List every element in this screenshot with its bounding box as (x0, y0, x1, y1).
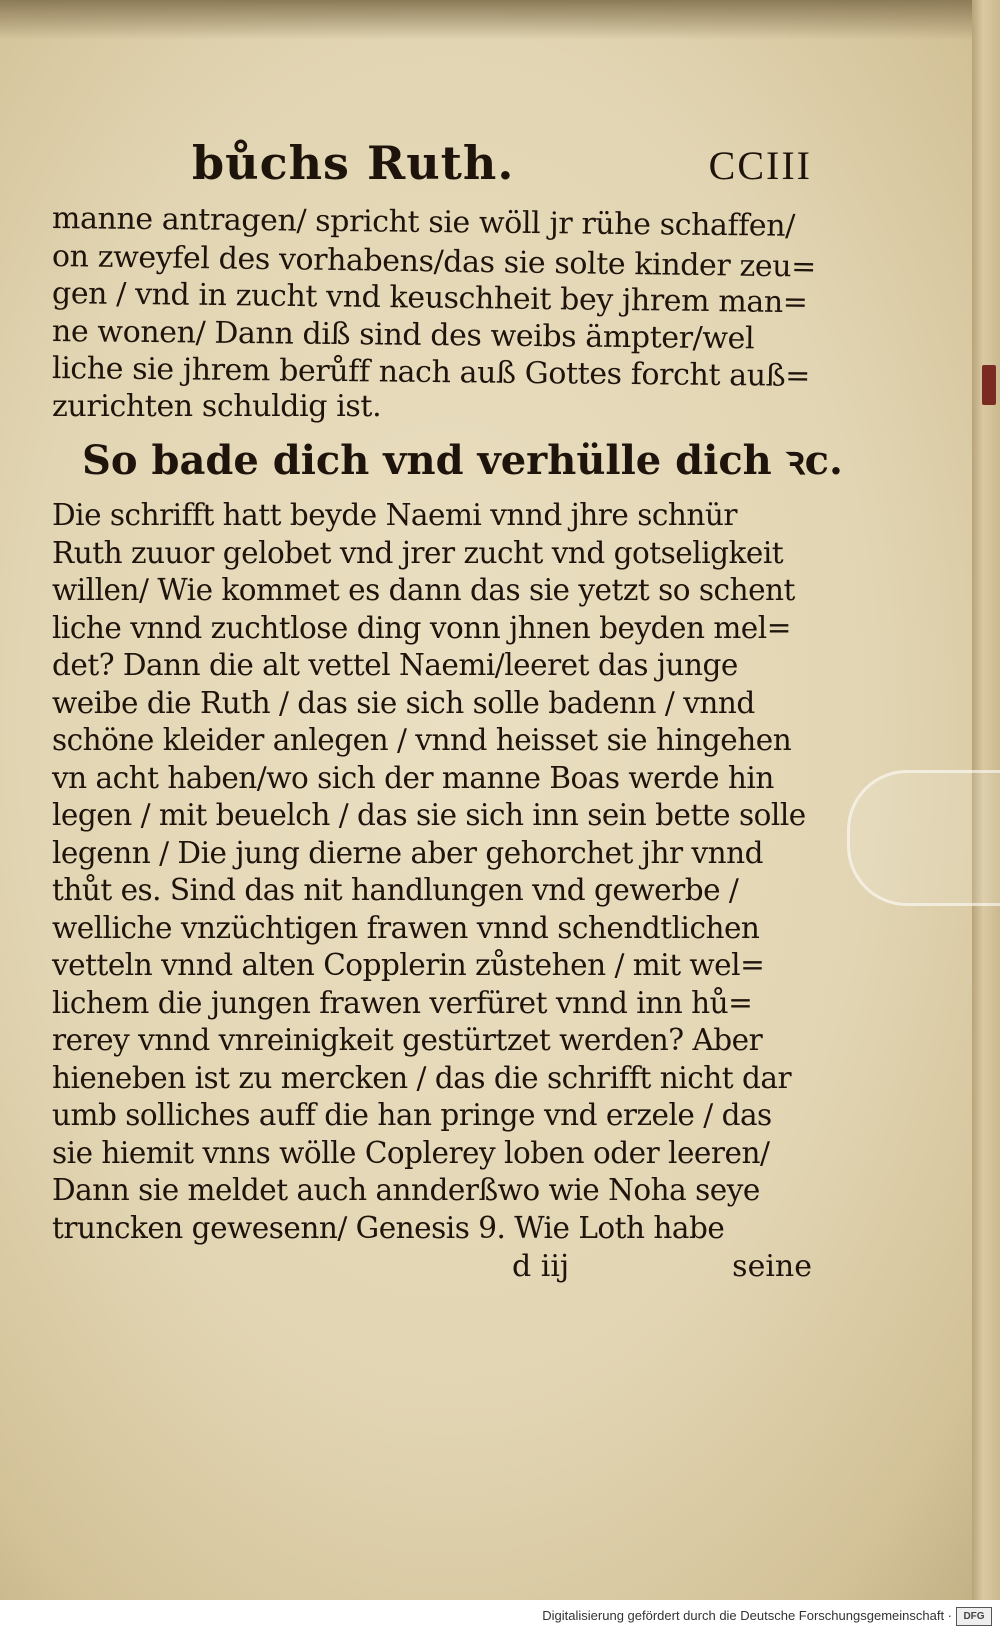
text-line: legen / mit beuelch / das sie sich inn sein bette solle (52, 798, 806, 832)
text-line: truncken gewesenn/ Genesis 9. Wie Loth habe (52, 1210, 725, 1245)
text-line: on zweyfel des vorhabens/das sie solte kinder zeu= (51, 238, 817, 285)
page-footer-marks (52, 1249, 812, 1293)
text-line: legenn / Die jung dierne aber gehorchet jhr vnnd (52, 835, 763, 870)
text-line: sie hiemit vnns wölle Coplerey loben oder leeren/ (52, 1135, 770, 1170)
text-line: ne wonen/ Dann diß sind des weibs ämpter/wel (51, 313, 755, 356)
text-line: weibe die Ruth / das sie sich solle badenn / vnnd (52, 685, 755, 720)
text-line: liche vnnd zuchtlose ding vonn jhnen beyden mel= (52, 610, 791, 645)
text-line: lichem die jungen frawen verfüret vnnd inn hů= (52, 985, 753, 1020)
text-line: thůt es. Sind das nit handlungen vnd gewerbe / (52, 873, 739, 907)
paragraph-body (52, 497, 812, 1247)
text-line: rerey vnnd vnreinigkeit gestürtzet werden? Aber (52, 1023, 763, 1057)
scanner-clip (847, 770, 1000, 906)
text-line: schöne kleider anlegen / vnnd heisset sie hingehen (52, 723, 792, 757)
section-heading: So bade dich vnd verhülle dich ꝛc. (82, 437, 843, 484)
funding-credit: Digitalisierung gefördert durch die Deutsche Forschungsgemeinschaft · (542, 1608, 952, 1623)
text-line: Die schrifft hatt beyde Naemi vnnd jhre schnür (52, 498, 737, 532)
dfg-logo: DFG (956, 1607, 992, 1626)
text-line: umb solliches auff die han pringe vnd erzele / das (52, 1098, 772, 1132)
text-line: Dann sie meldet auch annderßwo wie Noha seye (52, 1173, 760, 1207)
catchword: seine (732, 1249, 812, 1284)
text-line: Ruth zuuor gelobet vnd jrer zucht vnd gotseligkeit (52, 535, 784, 570)
paragraph-top (51, 200, 817, 425)
text-line: manne antragen/ spricht sie wöll jr rühe schaffen/ (51, 201, 796, 244)
text-line: zurichten schuldig ist. (52, 388, 382, 424)
text-line: hieneben ist zu mercken / das die schrifft nicht dar (52, 1060, 792, 1095)
page-header (52, 130, 812, 200)
digitization-footer (0, 1600, 1000, 1633)
bookmark-strip (982, 365, 996, 405)
page-top-shadow (0, 0, 1000, 40)
text-line: vetteln vnnd alten Copplerin zůstehen / mit wel= (52, 948, 765, 982)
text-line: liche sie jhrem berůff nach auß Gottes forcht auß= (51, 351, 811, 394)
signature-mark: d iij (512, 1249, 570, 1284)
text-line: vn acht haben/wo sich der manne Boas werde hin (52, 760, 774, 795)
text-line: gen / vnd in zucht vnd keuschheit bey jhrem man= (51, 276, 808, 321)
running-head: bůchs Ruth. (192, 136, 515, 190)
text-block (51, 130, 843, 1293)
text-line: willen/ Wie kommet es dann das sie yetzt so schent (52, 573, 795, 607)
text-line: welliche vnzüchtigen frawen vnnd schendtlichen (52, 910, 760, 945)
text-line: det? Dann die alt vettel Naemi/leeret das junge (52, 648, 738, 682)
folio-number: CCIII (708, 143, 812, 188)
